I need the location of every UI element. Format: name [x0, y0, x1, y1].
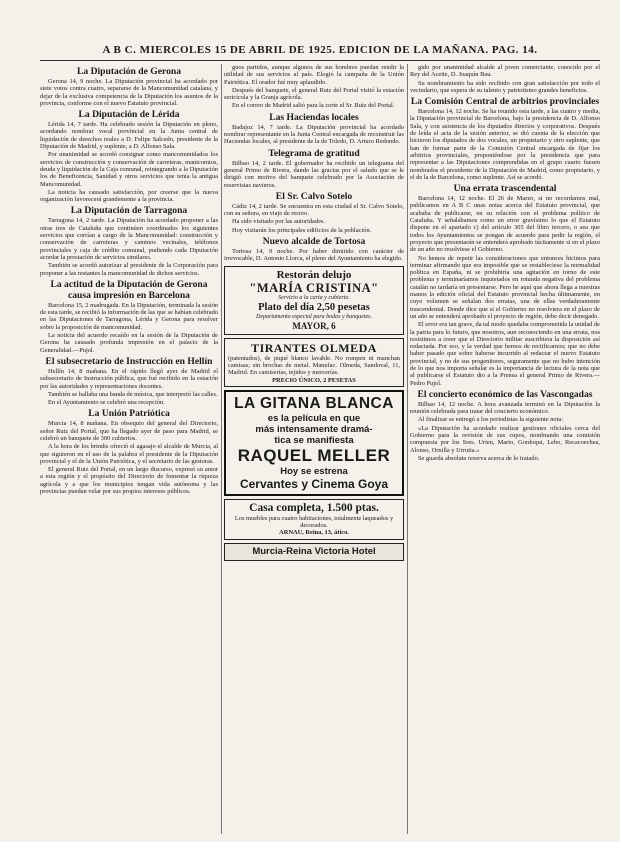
article-paragraph: Badajoz 14, 7 tarde. La Diputación provincial ha acordado nombrar representante en la Junta Central encargada de reconstruir las Haciendas locales, al presidente de la de Toledo, D. Arturo Redondo. [224, 123, 404, 146]
article-paragraph: Barcelona 14, 12 noche. Se ha reunido esta tarde, a las cuatro y media, la Diputación provincial de Barcelona, bajo la presidencia de D. Alfonso Sala, y con asistencia de los diputados directos y corporativos. Después de leída el acta de la sesión anterior, se dió cuenta de la elección que hicieron los diputados de dos vocales, un propietario y otro suplente, que han de formar parte de la Comisión Central encargada de fijar los arbitrios provinciales, proponiéndose por la presidencia que para representar a las Diputaciones comprendidas en el grupo cuarto fuesen nombrados el presidente de la Diputación de Madrid, como propietario, y el de la de Barcelona, como suplente. Así se acordó. [410, 108, 600, 181]
article [224, 112, 404, 146]
article-paragraph: Murcia 14, 8 mañana. En obsequio del general del Directorio, señor Ruiz del Portal, que ha llegado ayer de paso para Madrid, se celebró un banquete de 300 cubiertos. [40, 420, 218, 442]
column-2 [224, 64, 404, 834]
article [40, 109, 218, 203]
article-paragraph: Barcelona 15, 2 madrugada. En la Diputación, terminada la sesión de esta tarde, se recibió la información de las que se habían celebrado en las Diputaciones de Tarragona, Lérida y Gerona para resolver sobre la proposición de mancomunidad. [40, 301, 218, 331]
header-rule [40, 60, 600, 61]
article [40, 66, 218, 107]
article-paragraph: Hellín 14, 8 mañana. En el rápido llegó ayer de Madrid el subsecretario de Instrucción pública, que fué recibido en la estación por las autoridades y representaciones docentes. [40, 367, 218, 390]
restaurant-subtitle: Servicio a la carta y cubierto. [278, 294, 350, 301]
article-paragraph: Gerona 14, 9 noche. La Diputación provincial ha acordado por siete votos contra cuatro, separarse de la Mancomunidad catalana, y dejar de la exclusiva competencia de la Diputación los asuntos de la provincia, conforme con el nuevo Estatuto provincial. [40, 78, 218, 107]
film-ad [224, 390, 404, 496]
article-title: El subsecretario de Instrucción en Hellín [45, 355, 213, 367]
column-3 [410, 64, 600, 834]
article [224, 191, 404, 234]
film-premiere: Hoy se estrena [280, 465, 348, 477]
tirantes-description: (patentados), de piqué blanco lavable. No rompen ni manchan camisas; sin brochas de metal. Manufac. Olmeda, Sandoval, 11, Madrid. En camiserías, tejidos y mercerías. [228, 354, 400, 377]
article-paragraph: Barcelona 14, 12 noche. El 26 de Marzo, si no recordamos mal, publicamos en A B C unas notas acerca del Estatuto provincial, que acababa de publicarse, en su relación con el problema político de Cataluña. Y señalábamos como un error gravísimo lo que el Estatuto dispone en el apartado c) del artículo 305 del libro tercero, o sea que todos los Ayuntamientos se pongan de acuerdo para pedir la región, el proyecto que presentarán se entenderá aprobado tácitamente si en el plazo de un año no resolviese el Gobierno. [410, 195, 600, 254]
tirantes-price: PRECIO ÚNICO, 2 PESETAS [272, 376, 356, 384]
restaurant-ad [224, 266, 404, 335]
hotel-ad: Murcia-Reina Victoria Hotel [224, 543, 404, 561]
film-line-1: es la película en que [267, 412, 361, 424]
article-title: Nuevo alcalde de Tortosa [262, 236, 366, 248]
furniture-title: Casa completa, 1.500 ptas. [249, 501, 379, 514]
article-title: La Diputación de Gerona [76, 66, 182, 77]
restaurant-name: "MARÍA CRISTINA" [249, 280, 379, 295]
article-paragraph: Ha sido visitado por las autoridades. [232, 218, 326, 226]
article [410, 64, 600, 94]
article-paragraph: «La Diputación ha acordado realizar gestiones oficiales cerca del Gobierno para la revisión de sus cupos, nombrando una comisión compuesta por los Sres. Urien, Mario, Gordoqui, Lebo, Recacoechea, Alonso, Ornilla y Urrutia.» [410, 424, 600, 454]
article-title: El concierto económico de las Vascongadas [417, 388, 593, 400]
article [224, 64, 404, 110]
article-paragraph: También se hallaba una banda de música, que interpretó las calles. [48, 390, 218, 398]
article [224, 148, 404, 189]
column-divider [407, 64, 408, 834]
article-title: Telegrama de gratitud [268, 147, 360, 159]
film-line-3: tica se manifiesta [274, 434, 354, 446]
film-line-2: más intensamente dramá- [255, 423, 373, 435]
article-paragraph: En el Ayuntamiento se celebró una recepción. [48, 399, 165, 407]
article-paragraph: Por unanimidad se acordó consignar como mancomunidados los servicios de construcción y conservación de carreteras, manicomios, deuda y liquidación de la Caja comunal, reintegrando a la Diputación los de Beneficencia, Sanidad y otros servicios que tenía la antigua Mancomunidad. [40, 151, 218, 188]
article [40, 279, 218, 354]
tirantes-title: TIRANTES OLMEDA [251, 340, 377, 355]
article [410, 389, 600, 462]
restaurant-dish-note: Departamento especial para bodas y banquetes. [256, 313, 372, 320]
furniture-description: Los muebles para cuatro habitaciones, totalmente laqueados y decorados. [234, 514, 394, 530]
article-paragraph: Bilbao 14, 12 noche. A hora avanzada terminó en la Diputación la reunión celebrada para tratar del concierto económico. [410, 400, 600, 416]
article-paragraph: La noticia del acuerdo recaído en la sesión de la Diputación de Gerona ha causado profunda impresión en el palacio de la Generalidad.—Pujol. [40, 332, 218, 354]
article-paragraph: Después del banquete, el general Ruiz del Portal visitó la estación sericícola y la Granja agrícola. [224, 86, 404, 102]
article-paragraph: La noticia ha causado satisfacción, por creerse que la nueva organización favorecerá grandemente a la provincia. [40, 188, 218, 204]
article [224, 236, 404, 263]
restaurant-address: MAYOR, 6 [292, 320, 336, 331]
article-paragraph: Tortosa 14, 9 noche. Por haber dimitido con carácter de irrevocable, D. Antonio Llorca, el pleno del Ayuntamiento ha elegido. [224, 248, 404, 263]
article-paragraph: A la hora de los brindis ofreció el agasajo el alcalde de Murcia, al que siguieron en el uso de la palabra el presidente de la Diputación provincial y el de la Unión Patriótica, y el secretario de las gestoras. [40, 443, 218, 465]
article-title: La Diputación de Tarragona [70, 205, 188, 217]
column-2-articles [224, 64, 404, 263]
article-paragraph: Bilbao 14, 2 tarde. El gobernador ha recibido un telegrama del general Primo de Rivera, dando las gracias por el saludo que se le dirigió con motivo del banquete celebrado por la Asociación de reservistas navieros. [224, 159, 404, 189]
page-header: A B C. MIERCOLES 15 DE ABRIL DE 1925. EDICION DE LA MAÑANA. PAG. 14. [102, 44, 538, 56]
article [40, 356, 218, 406]
article [410, 183, 600, 387]
restaurant-dish: Plato del día 2,50 pesetas [258, 301, 370, 313]
article-title: Una errata trascendental [453, 183, 557, 195]
article-paragraph: Su nombramiento ha sido recibido con gran satisfacción por todo el vecindario, que espera de su talento y patriotismo grandes beneficios. [410, 79, 600, 94]
article-title: La Unión Patriótica [88, 408, 170, 420]
furniture-ad [224, 499, 404, 540]
article-title: El Sr. Calvo Sotelo [275, 190, 353, 202]
article-paragraph: El general Ruiz del Portal, en un largo discurso, expresó su amor a esta región y el propósito del Directorio de fomentar la riqueza agrícola y a que los municipios tengan vida autónoma y las provincias puedan velar por sus propios intereses públicos. [40, 466, 218, 496]
article [40, 205, 218, 276]
tirantes-ad [224, 338, 404, 387]
film-cinemas: Cervantes y Cinema Goya [239, 476, 389, 491]
film-star: RAQUEL MELLER [237, 445, 391, 465]
article-paragraph: Se guarda absoluta reserva acerca de lo tratado. [418, 454, 540, 462]
article-title: La actitud de la Diputación de Gerona causa impresión en Barcelona [50, 278, 208, 301]
article [40, 408, 218, 495]
article-paragraph: Hoy visitarán los principales edificios de la población. [232, 226, 372, 234]
column-divider [221, 64, 222, 834]
article [410, 96, 600, 181]
article-paragraph: guos partidos, aunque algunos de sus hombres puedan rendir la utilidad de sus servicios al país. Elogió la campaña de la Unión Patriótica. El orador fué muy aplaudido. [224, 64, 404, 86]
article-paragraph: Lérida 14, 7 tarde. Ha celebrado sesión la Diputación en pleno, acordando nombrar vocal provincial en la Junta central de liquidación de derechos reales a D. Felipe Salcedo, presidente de la Diputación de Madrid, y suplente, a D. Alfonso Sala. [40, 121, 218, 151]
article-title: La Diputación de Lérida [78, 109, 180, 121]
film-title: LA GITANA BLANCA [234, 394, 394, 412]
article-paragraph: Al finalizar se entregó a los periodistas la siguiente nota: [418, 416, 563, 424]
article-paragraph: No hemos de repetir las consideraciones que entonces hicimos para terminar afirmando que era imposible que se restableciese la normalidad política en España, ni se prohibiría una agitación en torno de este problema y terminaríamos inquietados en rotunda negativa del problema catalán no tardaría en presentarse. Pero he aquí que ahora llega a nuestras manos la edición oficial del Estatuto provincial hecha últimamente, en cuyo volumen se señalan dos erratas, una de ellas verdaderamente trascendental. Donde dice que si el Gobierno no resolviera en el plazo de un año se entenderá aprobado el proyecto de región, debe decir denegado. [410, 254, 600, 320]
furniture-address: ARNAU, Reina, 13, ático. [279, 529, 349, 537]
article-paragraph: Cádiz 14, 2 tarde. Se encuentra en esta ciudad el Sr. Calvo Sotelo, con su señora, en viaje de recreo. [224, 202, 404, 218]
article-paragraph: Tarragona 14, 2 tarde. La Diputación ha acordado proponer a las otras tres de Cataluña que continúen coordinados los siguientes servicios que corrían a cargo de la Mancomunidad: construcción y conservación de carreteras y caminos vecinales, teléfonos provinciales y caja de crédito comunal, pudiendo cada Diputación acordar la prestación de servicios similares. [40, 217, 218, 261]
article-paragraph: En el correo de Madrid salió para la corte el Sr. Ruiz del Portal. [232, 102, 395, 110]
article-paragraph: gido por unanimidad alcalde al joven comerciante, conocido por el Rey del Aceite, D. Joaquín Bau. [410, 64, 600, 79]
article-title: La Comisión Central de arbitrios provinciales [410, 96, 600, 108]
article-paragraph: También se acordó autorizar al presidente de la Corporación para proponer a las restantes la mancomunidad de dichos servicios. [40, 262, 218, 277]
column-1 [40, 64, 218, 834]
article-title: Las Haciendas locales [269, 111, 359, 123]
article-paragraph: El error era tan grave, da tal modo quedaba comprometida la unidad de la patria para lo futuro, que nosotros, aun reconociendo en una errata, nos resistimos a creer que el Directorio militar suscribiera la disposición así redactada. Por eso, y la verdad que hemos de rectificarnos; que no debe haber pasado que sobre haberse incurrido al redactar el nuevo Estatuto provincial, y no de sus progenitores, seguramente que no hubo intención de lo que nos importa señalar es la importancia de lectura de la nota que al publicarse el Estatuto dio a la Prensa el general Primo de Rivera.—Pedro Pujol. [410, 321, 600, 387]
restaurant-title: Restorán delujo [276, 268, 352, 281]
